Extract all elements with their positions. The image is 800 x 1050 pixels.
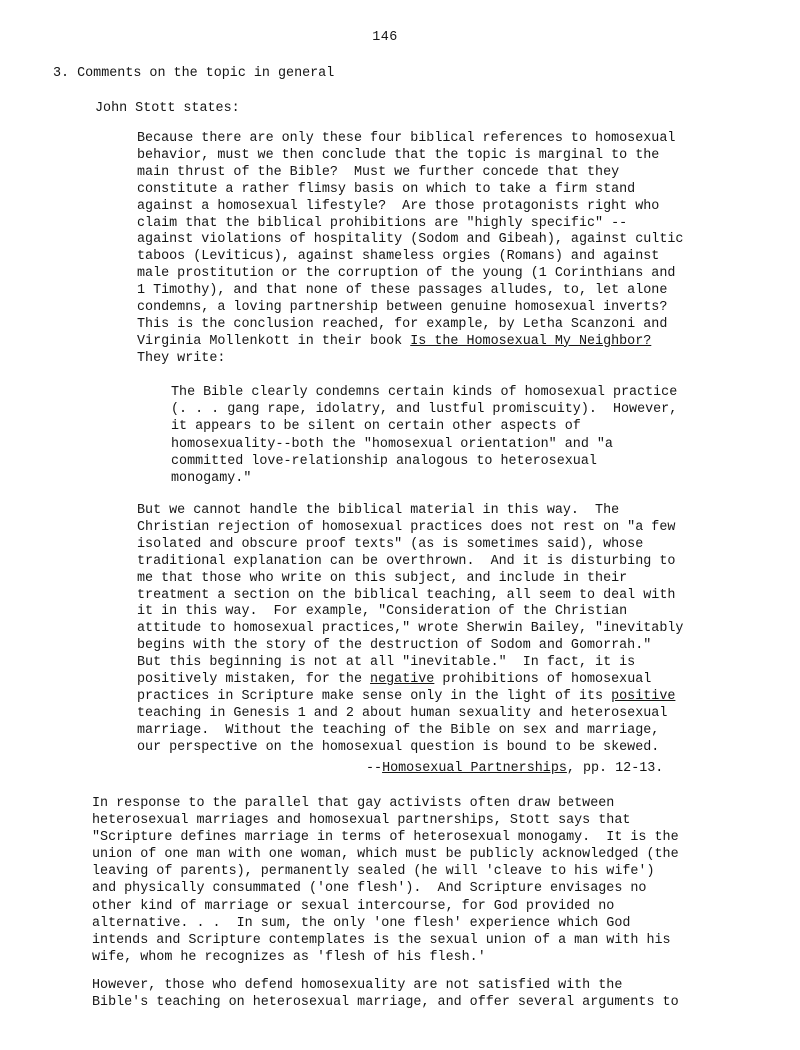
text-line: begins with the story of the destruction of Sodom and Gomorrah." [137, 638, 652, 654]
text-line: heterosexual marriages and homosexual partnerships, Stott says that [92, 813, 631, 829]
text-line: behavior, must we then conclude that the topic is marginal to the [137, 147, 660, 163]
text-line: committed love-relationship analogous to heterosexual [171, 453, 597, 469]
text-line: leaving of parents), permanently sealed (he will 'cleave to his wife') [92, 864, 655, 880]
text-line: monogamy." [171, 471, 252, 487]
text-line: intends and Scripture contemplates is the sexual union of a man with his [92, 932, 671, 948]
text-line: traditional explanation can be overthrown. And it is disturbing to [137, 553, 676, 569]
text-line: They write: [137, 350, 226, 366]
text-line: other kind of marriage or sexual intercourse, for God provided no [92, 898, 615, 914]
quote-attribution [366, 761, 663, 776]
text-fragment: positively mistaken, for the [137, 672, 371, 688]
text-fragment: practices in Scripture make sense only in the light of its [137, 688, 612, 704]
text-line: against violations of hospitality (Sodom and Gibeah), against cultic [137, 232, 684, 248]
text-line: main thrust of the Bible? Must we further concede that they [137, 164, 620, 180]
text-line: male prostitution or the corruption of the young (1 Corinthians and [137, 266, 676, 282]
text-fragment: prohibitions of homosexual [434, 672, 652, 688]
text-line: it appears to be silent on certain other aspects of [171, 419, 581, 435]
underlined-word: negative [370, 672, 435, 688]
body-paragraph [92, 795, 752, 966]
text-line: union of one man with one woman, which must be publicly acknowledged (the [92, 847, 679, 863]
text-line: "Scripture defines marriage in terms of heterosexual monogamy. It is the [92, 830, 679, 846]
text-line: homosexuality--both the "homosexual orientation" and "a [171, 436, 613, 452]
text-line: and physically consummated ('one flesh'). And Scripture envisages no [92, 881, 647, 897]
text-line: claim that the biblical prohibitions are "highly specific" -- [137, 215, 628, 231]
text-fragment: , pp. 12-13. [566, 761, 664, 776]
text-line [137, 672, 747, 689]
text-fragment: Virginia Mollenkott in their book [137, 333, 411, 349]
page-number: 146 [372, 30, 398, 45]
text-line: it in this way. For example, "Consideration of the Christian [137, 604, 628, 620]
text-line: condemns, a loving partnership between genuine homosexual inverts? [137, 300, 668, 316]
text-line: Bible's teaching on heterosexual marriage, and offer several arguments to [92, 995, 679, 1011]
scanzoni-mollenkott-quote [171, 384, 731, 487]
text-line: marriage. Without the teaching of the Bible on sex and marriage, [137, 722, 660, 738]
intro-line: John Stott states: [95, 101, 240, 116]
text-line [137, 689, 747, 706]
stott-quote-paragraph-1 [137, 131, 747, 368]
book-title: Is the Homosexual My Neighbor? [410, 333, 652, 349]
text-line: But we cannot handle the biblical material in this way. The [137, 503, 620, 518]
text-line: In response to the parallel that gay activists often draw between [92, 796, 615, 811]
text-line: isolated and obscure proof texts" (as is sometimes said), whose [137, 536, 644, 552]
text-line: attitude to homosexual practices," wrote Sherwin Bailey, "inevitably [137, 621, 684, 637]
text-line: constitute a rather flimsy basis on which to take a firm stand [137, 181, 636, 197]
text-line [137, 334, 747, 351]
text-line: taboos (Leviticus), against shameless orgies (Romans) and against [137, 249, 660, 265]
text-line: alternative. . . In sum, the only 'one flesh' experience which God [92, 915, 631, 931]
text-line: our perspective on the homosexual question is bound to be skewed. [137, 739, 660, 755]
text-line: (. . . gang rape, idolatry, and lustful promiscuity). However, [171, 402, 678, 418]
text-line: against a homosexual lifestyle? Are those protagonists right who [137, 198, 660, 214]
text-line: The Bible clearly condemns certain kinds of homosexual practice [171, 385, 678, 400]
text-line: This is the conclusion reached, for example, by Letha Scanzoni and [137, 316, 668, 332]
stott-quote-paragraph-2 [137, 503, 747, 757]
text-line: treatment a section on the biblical teaching, all seem to deal with [137, 587, 676, 603]
text-line: wife, whom he recognizes as 'flesh of his flesh.' [92, 949, 486, 965]
text-line: Christian rejection of homosexual practices does not rest on "a few [137, 519, 676, 535]
text-fragment: -- [366, 761, 383, 776]
book-title: Homosexual Partnerships [382, 761, 567, 776]
underlined-word: positive [611, 688, 676, 704]
body-paragraph [92, 977, 752, 1011]
text-line: But this beginning is not at all "inevitable." In fact, it is [137, 655, 636, 671]
text-line: 1 Timothy), and that none of these passages alludes, to, let alone [137, 283, 668, 299]
text-line: Because there are only these four biblical references to homosexual [137, 131, 676, 146]
text-line: teaching in Genesis 1 and 2 about human sexuality and heterosexual [137, 705, 668, 721]
section-heading: 3. Comments on the topic in general [53, 66, 335, 81]
text-line: me that those who write on this subject, and include in their [137, 570, 628, 586]
text-line: However, those who defend homosexuality are not satisfied with the [92, 978, 623, 993]
